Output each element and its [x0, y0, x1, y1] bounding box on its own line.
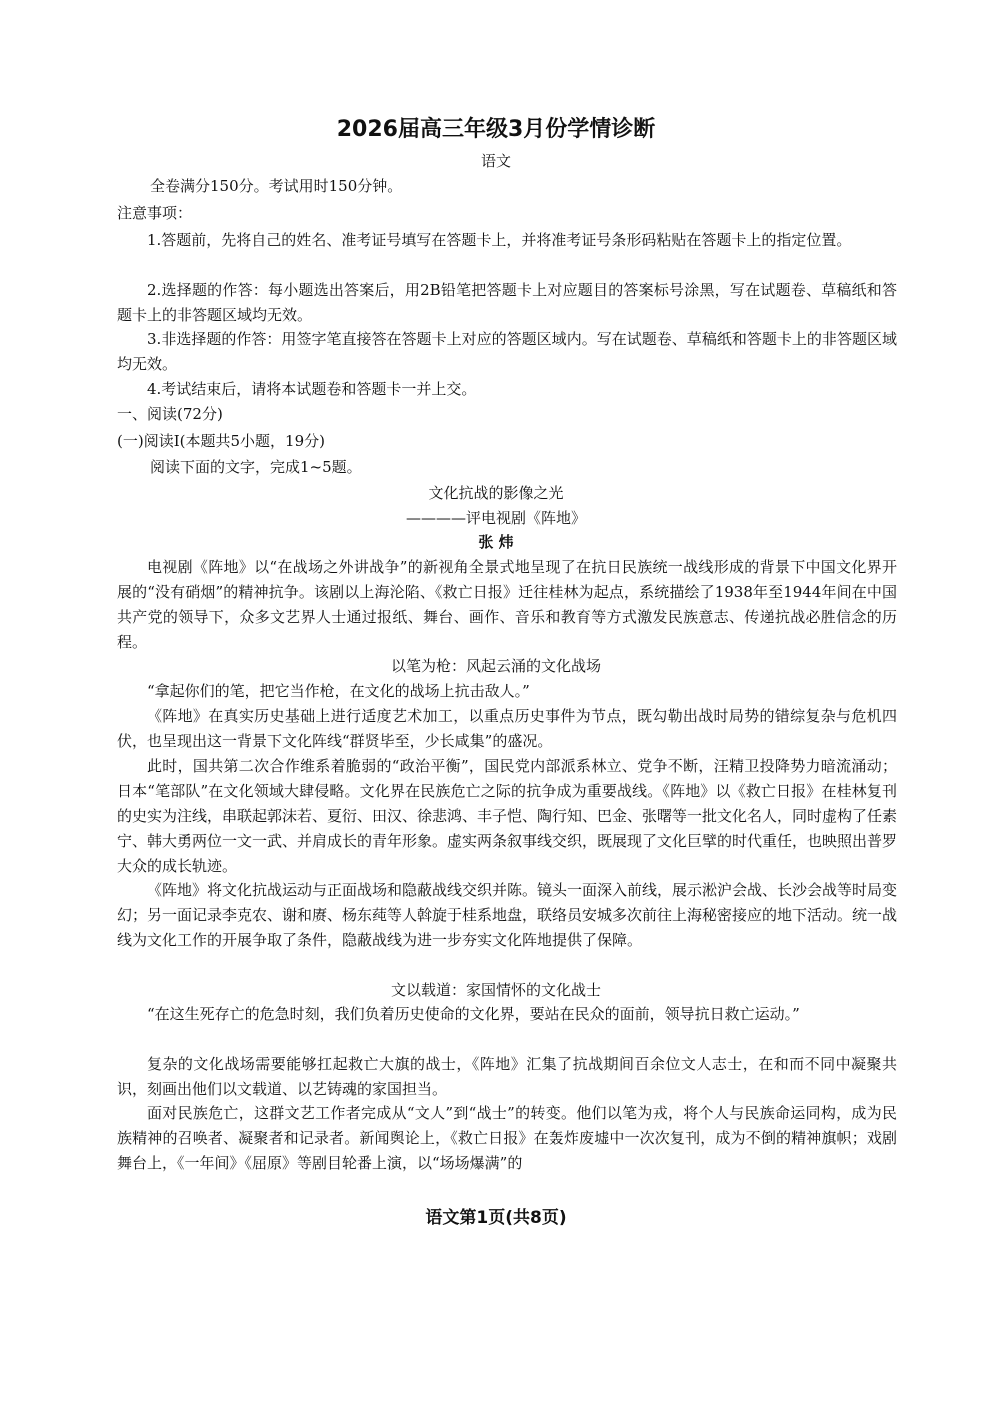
part1-heading: 以笔为枪：风起云涌的文化战场	[390, 657, 601, 675]
part1-quote: “拿起你们的笔，把它当作枪，在文化的战场上抗击敌人。”	[147, 682, 530, 700]
note-item-3: 3.非选择题的作答：用签字笔直接答在答题卡上对应的答题区域内。写在试题卷、草稿纸和答题卡上的非答题区域均无效。	[117, 330, 897, 373]
score-info: 全卷满分150分。考试用时150分钟。	[150, 177, 403, 195]
part2-paragraph-2: 面对民族危亡，这群文艺工作者完成从“文人”到“战士”的转变。他们以笔为戎，将个人与民族命运同构，成为民族精神的召唤者、凝聚者和记录者。新闻舆论上，《救亡日报》在轰炸废墟中一次次复刊，成为不倒的精神旗帜；戏剧舞台上，《一年间》《屈原》等剧目轮番上演，以“场场爆满”的	[117, 1104, 897, 1172]
note-item-2: 2.选择题的作答：每小题选出答案后，用2B铅笔把答题卡上对应题目的答案标号涂黑，写在试题卷、草稿纸和答题卡上的非答题区域均无效。	[117, 281, 897, 324]
exam-subject: 语文	[480, 152, 511, 170]
reading-instruction: 阅读下面的文字，完成1~5题。	[150, 458, 362, 476]
notes-heading: 注意事项：	[117, 204, 193, 222]
article-author: 张 炜	[478, 533, 514, 551]
article-title: 文化抗战的影像之光	[428, 484, 564, 502]
part2-heading: 文以载道：家国情怀的文化战士	[390, 981, 601, 999]
part1-paragraph-1: 《阵地》在真实历史基础上进行适度艺术加工，以重点历史事件为节点，既勾勒出战时局势的错综复杂与危机四伏，也呈现出这一背景下文化阵线“群贤毕至，少长咸集”的盛况。	[117, 707, 897, 750]
sub-section-heading: (一)阅读Ⅰ(本题共5小题，19分)	[117, 432, 325, 450]
page-number-footer: 语文第1页(共8页)	[425, 1208, 567, 1228]
part1-paragraph-2: 此时，国共第二次合作维系着脆弱的“政治平衡”，国民党内部派系林立、党争不断，汪精卫投降势力暗流涌动；日本“笔部队”在文化领域大肆侵略。文化界在民族危亡之际的抗争成为重要战线。《阵地》以《救亡日报》在桂林复刊的史实为注线，串联起郭沫若、夏衍、田汉、徐悲鸿、丰子恺、陶行知、巴金、张曙等一批文化名人，同时虚构了任素宁、韩大勇两位一文一武、并肩成长的青年形象。虚实两条叙事线交织，既展现了文化巨擘的时代重任，也映照出普罗大众的成长轨迹。	[117, 757, 898, 875]
section-heading: 一、阅读(72分)	[117, 405, 223, 423]
note-item-1: 1.答题前，先将自己的姓名、准考证号填写在答题卡上，并将准考证号条形码粘贴在答题卡上的指定位置。	[147, 231, 852, 249]
article-intro: 电视剧《阵地》以“在战场之外讲战争”的新视角全景式地呈现了在抗日民族统一战线形成的背景下中国文化界开展的“没有硝烟”的精神抗争。该剧以上海沦陷、《救亡日报》迁往桂林为起点，系统描绘了1938年至1944年间在中国共产党的领导下，众多文艺界人士通过报纸、舞台、画作、音乐和教育等方式激发民族意志、传递抗战必胜信念的历程。	[117, 558, 897, 651]
part1-paragraph-3: 《阵地》将文化抗战运动与正面战场和隐蔽战线交织并陈。镜头一面深入前线，展示淞沪会战、长沙会战等时局变幻；另一面记录李克农、谢和赓、杨东莼等人斡旋于桂系地盘，联络员安城多次前往上海秘密接应的地下活动。统一战线为文化工作的开展争取了条件，隐蔽战线为进一步夯实文化阵地提供了保障。	[117, 881, 898, 949]
part2-paragraph-1: 复杂的文化战场需要能够扛起救亡大旗的战士，《阵地》汇集了抗战期间百余位文人志士，在和而不同中凝聚共识，刻画出他们以文载道、以艺铸魂的家国担当。	[117, 1055, 897, 1098]
exam-title: 2026届高三年级3月份学情诊断	[336, 117, 656, 142]
note-item-4: 4.考试结束后，请将本试题卷和答题卡一并上交。	[147, 380, 477, 398]
article-subtitle: ————评电视剧《阵地》	[405, 509, 586, 527]
part2-quote: “在这生死存亡的危急时刻，我们负着历史使命的文化界，要站在民众的面前，领导抗日救亡运动。”	[147, 1005, 800, 1023]
